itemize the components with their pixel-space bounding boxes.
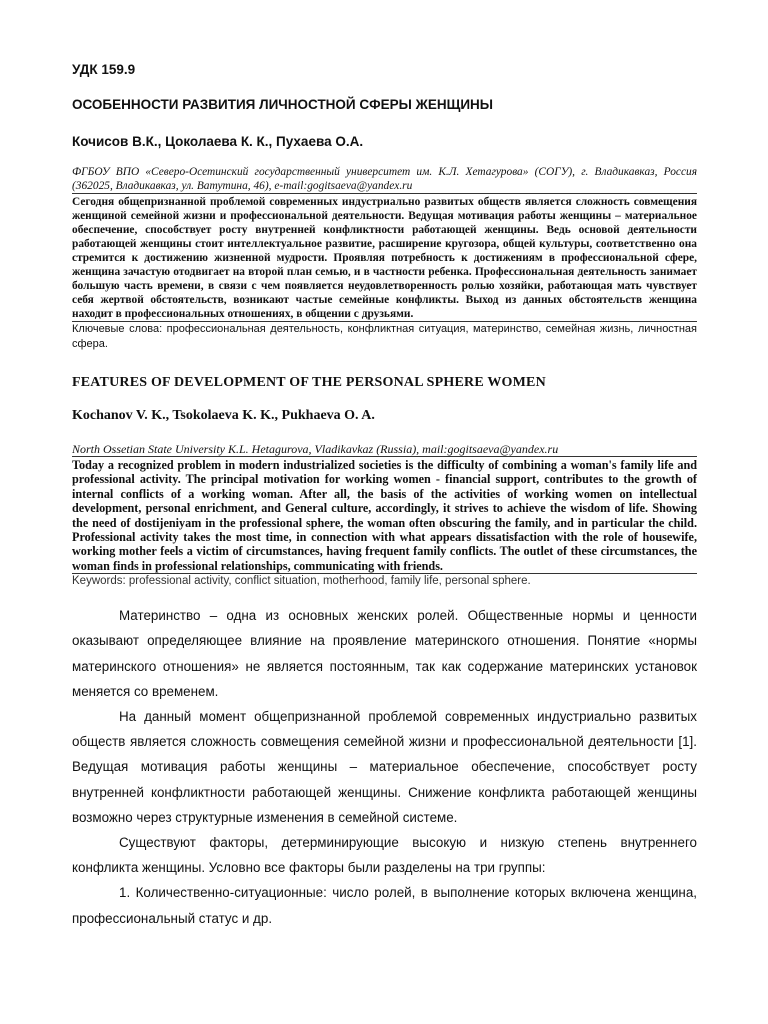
udc-code: УДК 159.9 (72, 62, 136, 77)
body-paragraph: 1. Количественно-ситуационные: число ролей, в выполнение которых включена женщина, профессиональный статус и др. (72, 885, 697, 926)
keywords-russian: Ключевые слова: профессиональная деятельность, конфликтная ситуация, материнство, семейная жизнь, личностная сфера. (72, 323, 697, 350)
authors-english: Kochanov V. K., Tsokolaeva K. K., Pukhaeva O. A. (72, 408, 375, 423)
title-english: FEATURES OF DEVELOPMENT OF THE PERSONAL SPHERE WOMEN (72, 375, 546, 390)
body-text (72, 603, 697, 931)
affiliation-english: North Ossetian State University K.L. Hetagurova, Vladikavkaz (Russia), mail:gogitsaeva@yandex.ru (72, 442, 559, 456)
affiliation-russian: ФГБОУ ВПО «Северо-Осетинский государственный университет им. К.Л. Хетагурова» (СОГУ), г. Владикавказ, Россия (362025, Владикавказ, ул. Ватутина, 46), e-mail:gogitsaeva@yandex.ru (72, 166, 697, 192)
title-russian: ОСОБЕННОСТИ РАЗВИТИЯ ЛИЧНОСТНОЙ СФЕРЫ ЖЕНЩИНЫ (72, 97, 494, 112)
abstract-russian: Сегодня общепризнанной проблемой современных индустриально развитых обществ является сложность совмещения женщиной семейной жизни и профессиональной деятельности. Ведущая мотивация работы женщины – материальное обеспечение, способствует росту внутренней конфликтности работающей женщины. Ведь основой деятельности работающей женщины стоит интеллектуальное развитие, расширение кругозора, общей культуры, соответственно она стремится к достижению жизненной мудрости. Проявляя потребность к достижениям в профессиональной сфере, женщина зачастую отодвигает на второй план семью, и в частности ребенка. Профессиональная деятельность занимает большую часть времени, в связи с чем появляется неудовлетворенность ролью хозяйки, работающая мать чувствует себя жертвой обстоятельств, возникают частые семейные конфликты. Выход из данных обстоятельств женщина находит в профессиональных отношениях, в общении с друзьями. (72, 193, 697, 321)
authors-russian: Кочисов В.К., Цоколаева К. К., Пухаева О.А. (72, 134, 364, 149)
body-paragraph: Материнство – одна из основных женских ролей. Общественные нормы и ценности оказывают определяющее влияние на проявление материнского отношения. Понятие «нормы материнского отношения» не является постоянным, так как содержание материнских установок меняется со временем. (72, 608, 697, 699)
body-paragraph: На данный момент общепризнанной проблемой современных индустриально развитых обществ является сложность совмещения семейной жизни и профессиональной деятельности [1]. Ведущая мотивация работы женщины – материальное обеспечение, способствует росту внутренней конфликтности работающей женщины. Снижение конфликта работающей женщины возможно через структурные изменения в семейной системе. (72, 709, 697, 825)
abstract-english: Today a recognized problem in modern industrialized societies is the difficulty of combining a woman's family life and professional activity. The principal motivation for working women - financial support, contributes to the growth of internal conflicts of a working woman. After all, the basis of the activities of working women on intellectual development, personal enrichment, and General culture, accordingly, it strives to achieve the wisdom of life. Showing the need of dostijeniyam in the professional sphere, the woman often obscuring the family, and in particular the child. Professional activity takes the most time, in connection with what appears dissatisfaction with the role of housewife, working mother feels a victim of circumstances, having frequent family conflicts. The outlet of these circumstances, the woman finds in professional relationships, communicating with friends. (72, 458, 697, 573)
body-paragraph: Существуют факторы, детерминирующие высокую и низкую степень внутреннего конфликта женщины. Условно все факторы были разделены на три группы: (72, 835, 697, 876)
paper-page (72, 62, 697, 931)
keywords-english: Keywords: professional activity, conflict situation, motherhood, family life, personal sphere. (72, 573, 697, 588)
